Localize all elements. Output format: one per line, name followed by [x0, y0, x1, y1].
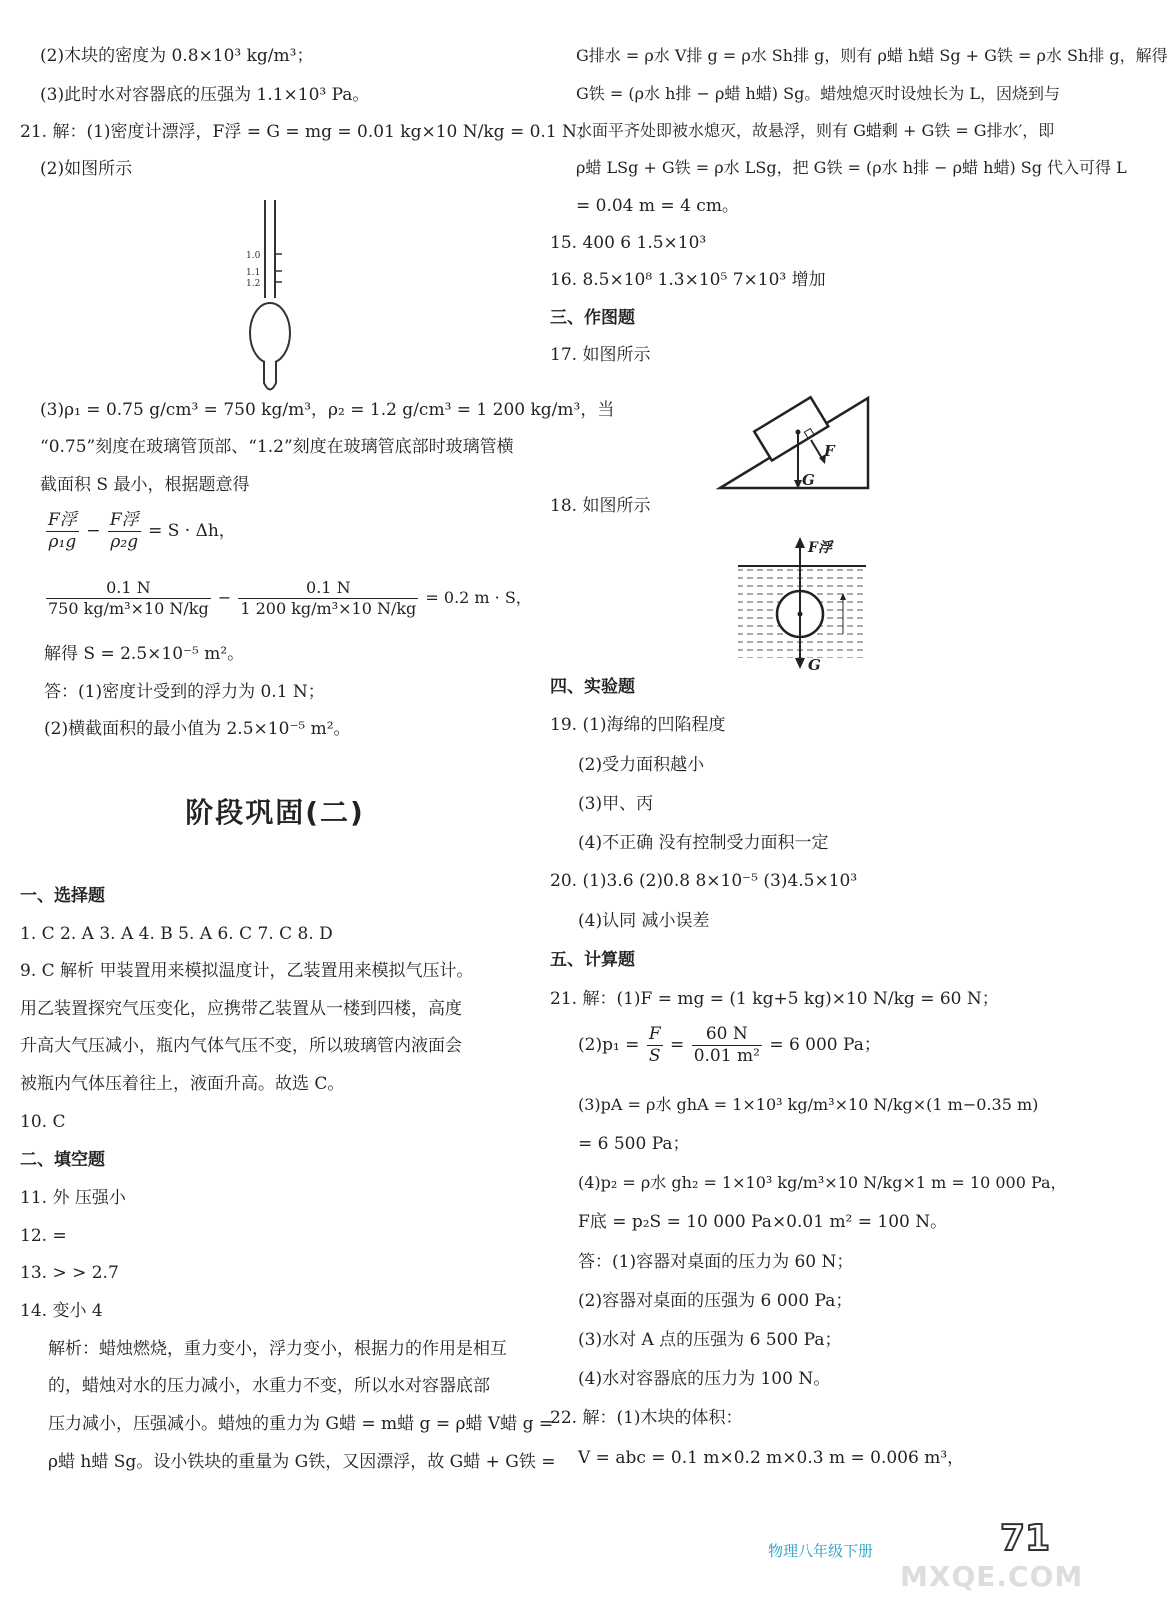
answer-line: 13. > > 2.7	[20, 1263, 119, 1283]
equation-1: $\frac{\text{F浮}}{\text{ρ₁g}}$ − $\frac{\text{F浮}}{\text{ρ₂g}}$ = S · Δh，	[48, 510, 236, 552]
answer-line: 答：(1)密度计受到的浮力为 0.1 N；	[44, 682, 325, 702]
book-label: 物理八年级下册	[768, 1542, 874, 1560]
answer-line: 16. 8.5×10⁸ 1.3×10⁵ 7×10³ 增加	[550, 270, 826, 290]
answer-line: 升高大气压减小，瓶内气体气压不变，所以玻璃管内液面会	[20, 1036, 462, 1056]
fraction-numerator: 0.1 N	[238, 580, 418, 599]
answer-line: “0.75”刻度在玻璃管顶部、“1.2”刻度在玻璃管底部时玻璃管横	[40, 437, 514, 457]
answer-line: 被瓶内气体压着往上，液面升高。故选 C。	[20, 1074, 345, 1094]
answer-line: = 6 500 Pa；	[578, 1134, 690, 1154]
floating-ball-figure	[736, 534, 872, 674]
tick-label: 1.1	[246, 268, 261, 278]
answer-line: ρ蜡 LSg + G铁 = ρ水 LSg，把 G铁 = (ρ水 h排 − ρ蜡 h蜡) Sg 代入可得 L	[576, 158, 1127, 177]
fraction-numerator: F浮	[48, 510, 77, 530]
page-number: 71	[1000, 1518, 1051, 1559]
hydrometer-figure	[230, 198, 310, 398]
equation-2: $\frac{0.1 N}{\text{750 kg/m³×10 N/kg}}$ − $\frac{0.1 N}{\text{1 200 kg/m³×10 N/kg}}$ = 0.2 m · S，	[48, 578, 532, 618]
fraction-denominator: 1 200 kg/m³×10 N/kg	[240, 599, 417, 618]
force-label-F: F	[824, 442, 835, 460]
fraction-denominator: 750 kg/m³×10 N/kg	[48, 599, 209, 618]
tick-label: 1.2	[246, 279, 261, 289]
answer-line: (4)p₂ = ρ水 gh₂ = 1×10³ kg/m³×10 N/kg×1 m = 10 000 Pa，	[578, 1173, 1067, 1192]
equation-lhs: (2)p₁ =	[578, 1035, 640, 1055]
fraction-numerator: F	[648, 1024, 661, 1044]
answer-line: 21. 解：(1)F = mg = (1 kg+5 kg)×10 N/kg = 60 N；	[550, 989, 999, 1009]
section-heading: 三、作图题	[550, 308, 635, 328]
answer-line: 压力减小，压强减小。蜡烛的重力为 G蜡 = m蜡 g = ρ蜡 V蜡 g =	[48, 1414, 554, 1434]
answer-line: 9. C 解析 甲装置用来模拟温度计，乙装置用来模拟气压计。	[20, 961, 474, 981]
answer-line: 20. (1)3.6 (2)0.8 8×10⁻⁵ (3)4.5×10³	[550, 871, 858, 891]
answer-line: 10. C	[20, 1112, 66, 1132]
fraction-denominator: ρ₂g	[110, 532, 139, 552]
answer-line: (3)甲、丙	[578, 794, 654, 814]
section-heading: 五、计算题	[550, 950, 635, 970]
answer-line: (2)如图所示	[40, 159, 133, 179]
answer-line: (4)水对容器底的压力为 100 N。	[578, 1369, 831, 1389]
fraction-numerator: F浮	[109, 510, 139, 530]
answer-line: (3)此时水对容器底的压强为 1.1×10³ Pa。	[40, 85, 370, 105]
force-label-buoyancy: F浮	[808, 540, 832, 556]
force-label-G: G	[808, 656, 821, 674]
answer-line: 21. 解：(1)密度计漂浮，F浮 = G = mg = 0.01 kg×10 N/kg = 0.1 N；	[20, 122, 594, 142]
answer-line: 22. 解：(1)木块的体积：	[550, 1408, 743, 1428]
answer-line: 11. 外 压强小	[20, 1188, 126, 1208]
answer-line: F底 = p₂S = 10 000 Pa×0.01 m² = 100 N。	[578, 1212, 948, 1232]
answer-line: (4)认同 减小误差	[578, 911, 710, 931]
answer-line: 17. 如图所示	[550, 345, 651, 365]
fraction-denominator: ρ₁g	[48, 532, 77, 552]
tick-label: 1.0	[246, 251, 261, 261]
answer-line: (2)横截面积的最小值为 2.5×10⁻⁵ m²。	[44, 719, 351, 739]
answer-line: V = abc = 0.1 m×0.2 m×0.3 m = 0.006 m³，	[578, 1448, 965, 1468]
answer-line: 14. 变小 4	[20, 1301, 103, 1321]
section-heading: 四、实验题	[550, 677, 635, 697]
answer-line: 19. (1)海绵的凹陷程度	[550, 715, 726, 735]
answer-line: G铁 = (ρ水 h排 − ρ蜡 h蜡) Sg。蜡烛熄灭时设烛长为 L，因烧到与	[576, 84, 1061, 103]
watermark: MXQE.COM	[900, 1560, 1084, 1593]
answer-line: (3)水对 A 点的压强为 6 500 Pa；	[578, 1330, 842, 1350]
fraction-numerator: 60 N	[692, 1026, 762, 1046]
fraction-numerator: 0.1 N	[46, 580, 211, 599]
answer-line: (2)容器对桌面的压强为 6 000 Pa；	[578, 1291, 853, 1311]
answer-line: 水面平齐处即被水熄灭，故悬浮，则有 G蜡剩 + G铁 = G排水′，即	[576, 121, 1055, 140]
fraction-denominator: 0.01 m²	[693, 1046, 760, 1066]
answer-line: ρ蜡 h蜡 Sg。设小铁块的重量为 G铁，又因漂浮，故 G蜡 + G铁 =	[48, 1452, 556, 1472]
section-heading: 一、选择题	[20, 886, 105, 906]
answer-line: (2)木块的密度为 0.8×10³ kg/m³；	[40, 46, 314, 66]
answer-line: G排水 = ρ水 V排 g = ρ水 Sh排 g，则有 ρ蜡 h蜡 Sg + G铁 = ρ水 Sh排 g，解得	[576, 46, 1168, 65]
equation-rhs: = S · Δh，	[148, 521, 236, 541]
answer-line: (3)pA = ρ水 ghA = 1×10³ kg/m³×10 N/kg×(1 m−0.35 m)	[578, 1095, 1039, 1114]
answer-line: 答：(1)容器对桌面的压力为 60 N；	[578, 1252, 854, 1272]
answer-line: 18. 如图所示	[550, 496, 651, 516]
answer-line: (4)不正确 没有控制受力面积一定	[578, 833, 829, 853]
equation-pressure: (2)p₁ = $\frac{F}{S}$ = $\frac{60 N}{\text{0.01 m²}}$ = 6 000 Pa；	[578, 1024, 881, 1066]
section-heading: 二、填空题	[20, 1150, 105, 1170]
incline-figure	[718, 390, 878, 492]
fraction-denominator: S	[648, 1046, 661, 1066]
section-title: 阶段巩固(二)	[185, 796, 365, 829]
answer-line: = 0.04 m = 4 cm。	[576, 196, 739, 216]
answer-line: 解析：蜡烛燃烧，重力变小，浮力变小，根据力的作用是相互	[48, 1339, 507, 1359]
answer-line: (3)ρ₁ = 0.75 g/cm³ = 750 kg/m³，ρ₂ = 1.2 g/cm³ = 1 200 kg/m³，当	[40, 400, 615, 420]
answer-line: 截面积 S 最小，根据题意得	[40, 475, 250, 495]
answer-line: (2)受力面积越小	[578, 755, 705, 775]
answer-line: 12. =	[20, 1226, 67, 1246]
equation-rhs: = 0.2 m · S，	[425, 588, 532, 607]
answer-line: 1. C 2. A 3. A 4. B 5. A 6. C 7. C 8. D	[20, 924, 333, 944]
answer-line: 15. 400 6 1.5×10³	[550, 233, 707, 253]
force-label-G: G	[802, 471, 815, 489]
answer-line: 解得 S = 2.5×10⁻⁵ m²。	[44, 644, 245, 664]
answer-line: 的，蜡烛对水的压力减小，水重力不变，所以水对容器底部	[48, 1376, 490, 1396]
equation-rhs: = 6 000 Pa；	[769, 1035, 881, 1055]
answer-line: 用乙装置探究气压变化，应携带乙装置从一楼到四楼，高度	[20, 999, 462, 1019]
